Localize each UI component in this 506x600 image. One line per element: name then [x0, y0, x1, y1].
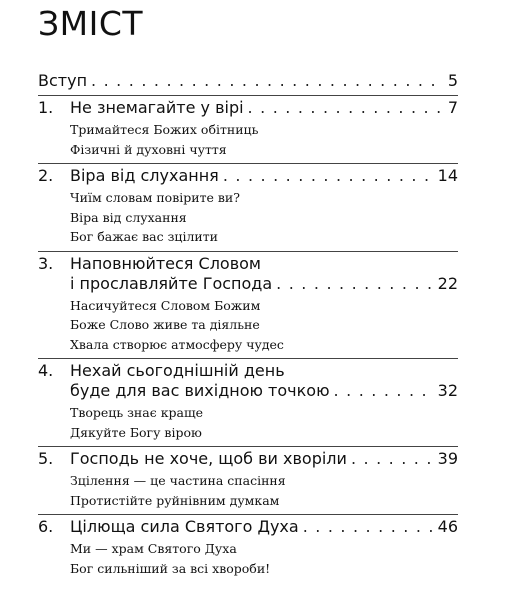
subsection-item[interactable]: Ми — храм Святого Духа: [70, 541, 237, 556]
toc-heading-row: [38, 517, 458, 537]
chapter-title: Господь не хоче, щоб ви хворіли: [70, 449, 347, 468]
subsection-item[interactable]: Бог бажає вас зцілити: [70, 229, 218, 244]
dot-leader: [351, 449, 434, 469]
chapter-title-line-2: буде для вас вихідною точкою: [70, 381, 330, 400]
subsection-list: [38, 403, 458, 442]
toc-heading-row: [38, 449, 458, 469]
toc-heading-row: [38, 98, 458, 118]
toc-entry-chapter-4[interactable]: [38, 358, 458, 446]
toc-entry-chapter-3[interactable]: [38, 251, 458, 359]
chapter-title: Цілюща сила Святого Духа: [70, 517, 299, 536]
subsection-item[interactable]: Фізичні й духовні чуття: [70, 141, 227, 157]
chapter-title: Віра від слухання: [70, 166, 219, 185]
dot-leader: [223, 166, 434, 186]
subsection-item[interactable]: Насичуйтеся Словом Божим: [70, 297, 261, 313]
subsection-item[interactable]: Творець знає краще: [70, 405, 203, 420]
dot-leader: [248, 98, 444, 118]
toc-page-number: 46: [437, 517, 458, 536]
dot-leader: [276, 274, 433, 294]
subsection-item[interactable]: Протистійте руйнівним думкам: [70, 492, 280, 508]
toc-entry-chapter-5[interactable]: [38, 446, 458, 514]
subsection-list: [38, 188, 458, 247]
toc-page-number: 14: [437, 166, 458, 185]
chapter-number: 6.: [38, 517, 54, 536]
toc-page-number: 39: [437, 449, 458, 468]
subsection-item[interactable]: Чиїм словам повірите ви?: [70, 190, 240, 205]
table-of-contents: [38, 68, 458, 582]
chapter-number: 3.: [38, 253, 54, 273]
chapter-number: 1.: [38, 98, 54, 117]
toc-page-number: 22: [437, 273, 458, 293]
toc-page-number: 7: [447, 98, 458, 117]
chapter-number: 5.: [38, 449, 54, 468]
toc-page-number: 32: [437, 381, 458, 400]
subsection-item[interactable]: Тримайтеся Божих обітниць: [70, 122, 259, 137]
toc-heading-row-first: [38, 361, 458, 381]
subsection-list: [38, 539, 458, 578]
toc-entry-title: Вступ: [38, 71, 88, 90]
page-title: ЗМІСТ: [38, 4, 144, 43]
subsection-item[interactable]: Бог сильніший за всі хвороби!: [70, 560, 271, 576]
toc-heading-row: [38, 166, 458, 186]
toc-entry-chapter-2[interactable]: [38, 163, 458, 251]
toc-entry-intro[interactable]: [38, 68, 458, 95]
toc-heading-row-first: [38, 254, 458, 274]
subsection-item[interactable]: Дякуйте Богу вірою: [70, 424, 202, 440]
toc-heading-row: [38, 381, 458, 401]
toc-page-number: 5: [447, 71, 458, 90]
subsection-item[interactable]: Віра від слухання: [70, 209, 187, 225]
toc-entry-chapter-1[interactable]: [38, 95, 458, 163]
dot-leader: [303, 517, 434, 537]
toc-entry-chapter-6[interactable]: [38, 514, 458, 582]
dot-leader: [334, 381, 434, 401]
subsection-item[interactable]: Зцілення — це частина спасіння: [70, 473, 286, 488]
chapter-title: Не знемагайте у вірі: [70, 98, 244, 117]
chapter-title-line-1: Нехай сьогоднішній день: [70, 361, 285, 380]
subsection-item[interactable]: Боже Слово живе та діяльне: [70, 317, 260, 332]
chapter-number: 2.: [38, 166, 54, 185]
toc-heading-row: [38, 274, 458, 294]
dot-leader: [91, 71, 444, 91]
subsection-list: [38, 296, 458, 355]
subsection-item[interactable]: Хвала створює атмосферу чудес: [70, 336, 284, 352]
subsection-list: [38, 471, 458, 510]
chapter-number: 4.: [38, 361, 54, 380]
chapter-title-line-2: і прославляйте Господа: [70, 273, 273, 293]
toc-heading-row: [38, 71, 458, 91]
subsection-list: [38, 120, 458, 159]
chapter-title-line-1: Наповнюйтеся Словом: [70, 253, 261, 273]
